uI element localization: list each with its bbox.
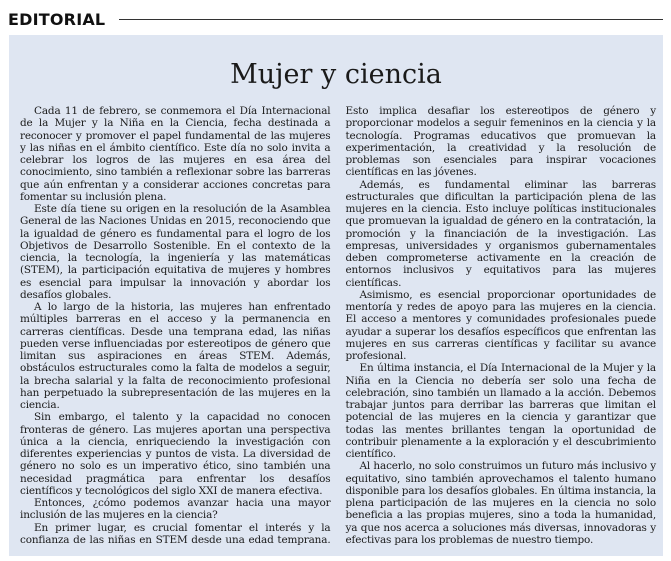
- article-paragraph: Al hacerlo, no solo construimos un futuro más inclusivo y equitativo, sino también aprovechamos el talento humano disponible para los desafíos globales. En última instancia, la plena participación de las mujeres en la ciencia no solo beneficia a las propias mujeres, sino a toda la humanidad, ya que nos acerca a soluciones más diversas, innovadoras y efectivas para los problemas de nuestro tiempo.: [345, 460, 657, 546]
- article-paragraph: Entonces, ¿cómo podemos avanzar hacia una mayor inclusión de las mujeres en la ciencia?: [20, 497, 331, 522]
- section-header: [8, 6, 663, 32]
- editorial-panel: [9, 35, 663, 556]
- article-paragraph: A lo largo de la historia, las mujeres han enfrentado múltiples barreras en el acceso y la permanencia en carreras científicas. Desde una temprana edad, las niñas pueden verse influenciadas por estereotipos de género que limitan sus aspiraciones en áreas STEM. Además, obstáculos estructurales como la falta de modelos a seguir, la brecha salarial y la falta de reconocimiento profesional han perpetuado la subrepresentación de las mujeres en la ciencia.: [20, 301, 331, 411]
- section-divider: [119, 19, 663, 20]
- article-body: [20, 105, 656, 551]
- article-paragraph: Sin embargo, el talento y la capacidad no conocen fronteras de género. Las mujeres aportan una perspectiva única a la ciencia, enriqueciendo la investigación con diferentes experiencias y puntos de vista. La diversidad de género no solo es un imperativo ético, sino también una necesidad pragmática para enfrentar los desafíos científicos y tecnológicos del siglo XXI de manera efectiva.: [20, 411, 331, 497]
- article-title: Mujer y ciencia: [230, 59, 442, 90]
- article-paragraph: Además, es fundamental eliminar las barreras estructurales que dificultan la participación plena de las mujeres en la ciencia. Esto incluye políticas institucionales que promuevan la igualdad de género en la contratación, la promoción y la financiación de la investigación. Las empresas, universidades y organismos gubernamentales deben comprometerse activamente en la creación de entornos inclusivos y equitativos para las mujeres científicas.: [345, 178, 656, 289]
- article-paragraph: Este día tiene su origen en la resolución de la Asamblea General de las Naciones Unidas en 2015, reconociendo que la igualdad de género es fundamental para el logro de los Objetivos de Desarrollo Sostenible. En el contexto de la ciencia, la tecnología, la ingeniería y las matemáticas (STEM), la participación equitativa de mujeres y hombres es esencial para impulsar la innovación y abordar los desafíos globales.: [20, 203, 331, 301]
- article-paragraph: Asimismo, es esencial proporcionar oportunidades de mentoría y redes de apoyo para las mujeres en la ciencia. El acceso a mentores y comunidades profesionales puede ayudar a superar los desafíos específicos que enfrentan las mujeres en sus carreras científicas y facilitar su avance profesional.: [345, 288, 656, 362]
- article-paragraph: Cada 11 de febrero, se conmemora el Día Internacional de la Mujer y la Niña en la Ciencia, fecha destinada a reconocer y promover el papel fundamental de las mujeres y las niñas en el ámbito científico. Este día no solo invita a celebrar los logros de las mujeres en esa área del conocimiento, sino también a reflexionar sobre las barreras que aún enfrentan y a considerar acciones concretas para fomentar su inclusión plena.: [20, 105, 331, 203]
- article-paragraph: En última instancia, el Día Internacional de la Mujer y la Niña en la Ciencia no debería ser solo una fecha de celebración, sino también un llamado a la acción. Debemos trabajar juntos para derribar las barreras que limitan el potencial de las mujeres en la ciencia y garantizar que todas las mentes brillantes tengan la oportunidad de contribuir plenamente a la exploración y el descubrimiento científico.: [345, 362, 656, 460]
- article-paragraph: En primer lugar, es crucial fomentar el interés y la confianza de las niñas en STEM desde una edad temprana. Esto implica desafiar los estereotipos de género y proporcionar modelos a seguir femeninos en la ciencia y la tecnología. Programas educativos que promuevan la experimentación, la creatividad y la resolución de problemas son esenciales para inspirar vocaciones científicas en las jóvenes.: [20, 105, 656, 546]
- section-label: EDITORIAL: [8, 9, 106, 29]
